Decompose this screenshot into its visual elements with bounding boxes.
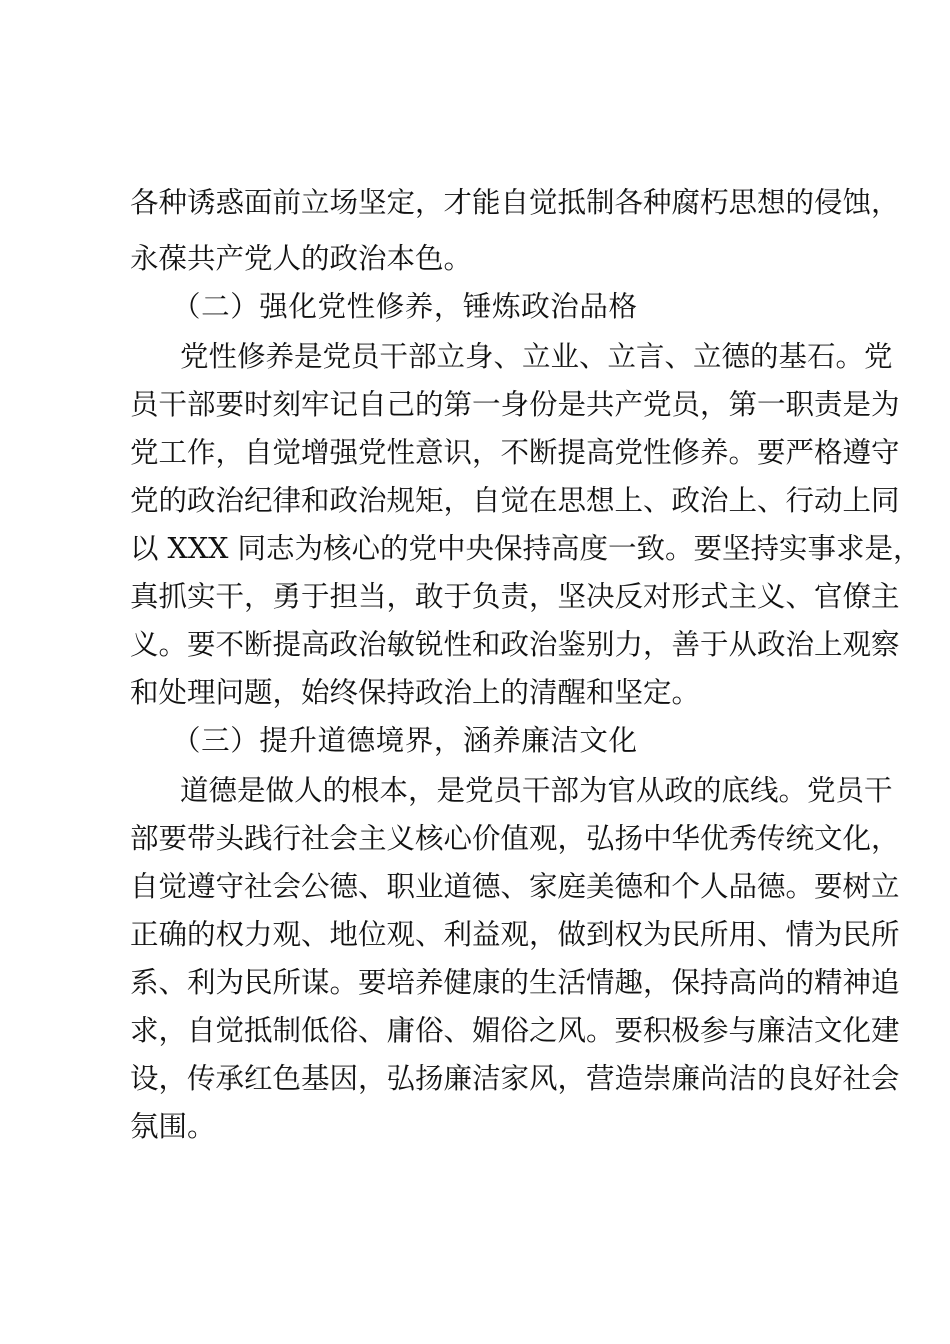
paragraph-line: 部要带头践行社会主义核心价值观，弘扬中华优秀传统文化， bbox=[130, 822, 900, 855]
paragraph-line: 和处理问题，始终保持政治上的清醒和坚定。 bbox=[130, 676, 701, 709]
section-heading: （二）强化党性修养，锤炼政治品格 bbox=[172, 290, 638, 323]
paragraph-line: 系、利为民所谋。要培养健康的生活情趣，保持高尚的精神追 bbox=[130, 966, 900, 999]
paragraph-line: 永葆共产党人的政治本色。 bbox=[130, 242, 473, 275]
paragraph-line: 真抓实干，勇于担当，敢于负责，坚决反对形式主义、官僚主 bbox=[130, 580, 900, 613]
paragraph-line: 各种诱惑面前立场坚定，才能自觉抵制各种腐朽思想的侵蚀， bbox=[130, 186, 900, 219]
paragraph-line: 义。要不断提高政治敏锐性和政治鉴别力，善于从政治上观察 bbox=[130, 628, 900, 661]
paragraph-line: 正确的权力观、地位观、利益观，做到权为民所用、情为民所 bbox=[130, 918, 900, 951]
paragraph-line: 党性修养是党员干部立身、立业、立言、立德的基石。党 bbox=[180, 340, 893, 373]
paragraph-line: 员干部要时刻牢记自己的第一身份是共产党员，第一职责是为 bbox=[130, 388, 900, 421]
paragraph-line: 党工作，自觉增强党性意识，不断提高党性修养。要严格遵守 bbox=[130, 436, 900, 469]
paragraph-line: 党的政治纪律和政治规矩，自觉在思想上、政治上、行动上同 bbox=[130, 484, 900, 517]
paragraph-line: 氛围。 bbox=[130, 1110, 216, 1143]
paragraph-line: 自觉遵守社会公德、职业道德、家庭美德和个人品德。要树立 bbox=[130, 870, 900, 903]
paragraph-line: 道德是做人的根本，是党员干部为官从政的底线。党员干 bbox=[180, 774, 893, 807]
paragraph-line: 设，传承红色基因，弘扬廉洁家风，营造崇廉尚洁的良好社会 bbox=[130, 1062, 900, 1095]
paragraph-line: 求，自觉抵制低俗、庸俗、媚俗之风。要积极参与廉洁文化建 bbox=[130, 1014, 900, 1047]
section-heading: （三）提升道德境界，涵养廉洁文化 bbox=[172, 724, 638, 757]
paragraph-line: 以 XXX 同志为核心的党中央保持高度一致。要坚持实事求是， bbox=[130, 532, 922, 565]
